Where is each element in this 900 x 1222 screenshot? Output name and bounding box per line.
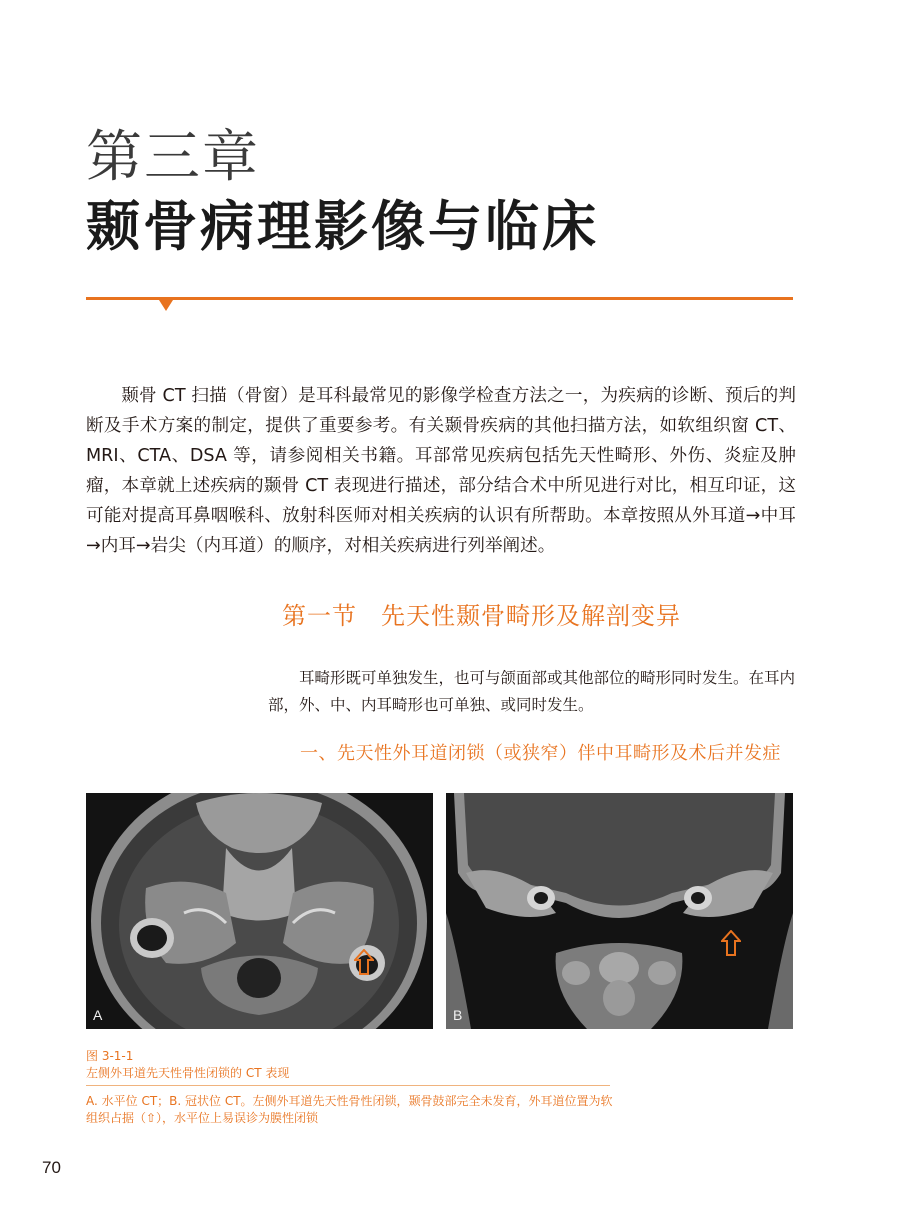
chapter-number: 第三章 xyxy=(86,125,260,190)
caption-divider xyxy=(86,1085,610,1086)
ct-axial-image xyxy=(86,793,433,1029)
figure-a-label: A xyxy=(93,1007,103,1023)
ct-coronal-image xyxy=(446,793,793,1029)
figure-b-label: B xyxy=(453,1007,463,1023)
body-paragraph: 耳畸形既可单独发生，也可与颌面部或其他部位的畸形同时发生。在耳内部，外、中、内耳畸形也可单独、或同时发生。 xyxy=(268,669,796,714)
figure-b-coronal-ct xyxy=(446,793,793,1029)
page-number: 70 xyxy=(42,1158,61,1177)
section-number: 第一节 xyxy=(282,602,357,630)
arrow-up-icon xyxy=(721,930,741,956)
chapter-divider xyxy=(86,297,793,300)
arrow-up-icon xyxy=(354,949,374,975)
figure-caption-description: A. 水平位 CT；B. 冠状位 CT。左侧外耳道先天性骨性闭锁，颞骨鼓部完全未发育，外耳道位置为软组织占据（⇧），水平位上易误诊为膜性闭锁 xyxy=(86,1094,613,1125)
figure-caption-number: 图 3-1-1 xyxy=(86,1049,134,1063)
section-heading xyxy=(86,596,877,631)
chapter-title: 颞骨病理影像与临床 xyxy=(86,195,599,258)
section-title: 先天性颞骨畸形及解剖变异 xyxy=(381,602,681,630)
intro-paragraph: 颞骨 CT 扫描（骨窗）是耳科最常见的影像学检查方法之一，为疾病的诊断、预后的判断及手术方案的制定，提供了重要参考。有关颞骨疾病的其他扫描方法，如软组织窗 CT、MRI、CTA、DSA 等，请参阅相关书籍。耳部常见疾病包括先天性畸形、外伤、炎症及肿瘤，本章就上述疾病的颞骨 CT 表现进行描述，部分结合术中所见进行对比，相互印证，这可能对提高耳鼻咽喉科、放射科医师对相关疾病的认识有所帮助。本章按照从外耳道→中耳→内耳→岩尖（内耳道）的顺序，对相关疾病进行列举阐述。 xyxy=(86,386,796,556)
figure-caption-title: 左侧外耳道先天性骨性闭锁的 CT 表现 xyxy=(86,1066,290,1080)
figure-a-axial-ct xyxy=(86,793,433,1029)
subsection-heading: 一、先天性外耳道闭锁（或狭窄）伴中耳畸形及术后并发症 xyxy=(300,743,781,764)
divider-triangle-icon xyxy=(159,300,173,311)
